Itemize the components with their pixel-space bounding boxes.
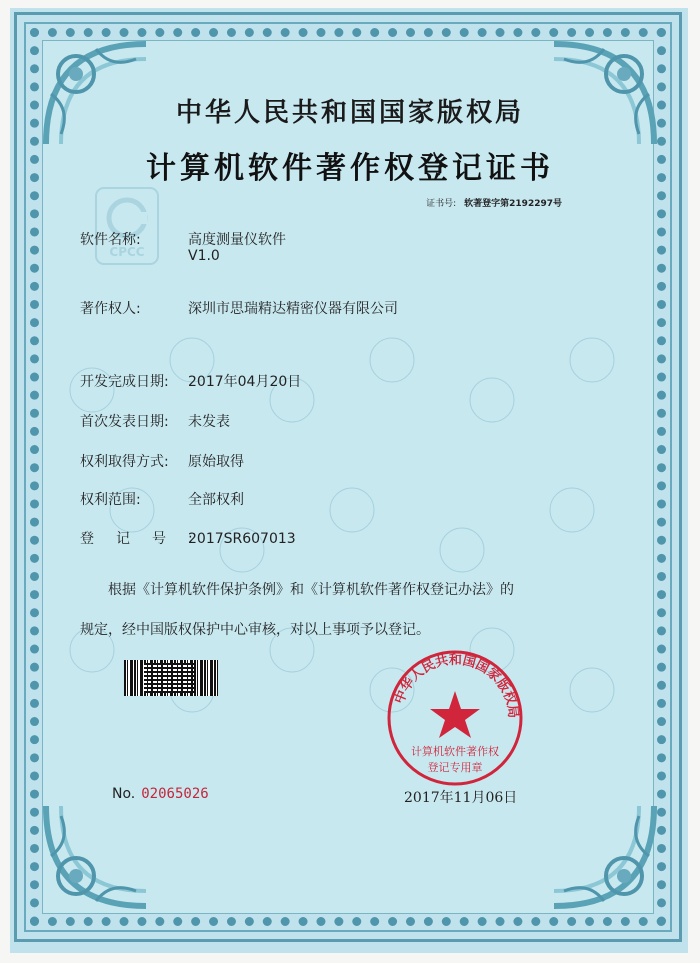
field-software-version	[188, 248, 220, 264]
field-value: 全部权利	[188, 492, 244, 508]
seal-line-1: 计算机软件著作权	[411, 745, 499, 758]
field-label: 首次发表日期:	[80, 414, 169, 430]
issue-date: 2017年11月06日	[404, 790, 518, 806]
corner-ornament-bottom-right	[544, 796, 664, 916]
field-value: 原始取得	[188, 454, 244, 470]
certificate-number-label: 证书号:	[426, 199, 457, 209]
seal-star-icon	[430, 691, 480, 738]
seal-ring-text: 中华人民共和国国家版权局	[392, 652, 521, 719]
field-completion-date	[80, 371, 301, 391]
serial-value: 02065026	[141, 786, 209, 802]
serial-number	[112, 786, 209, 802]
official-seal	[384, 647, 526, 789]
field-value: 未发表	[188, 414, 230, 430]
background-watermark-pattern	[42, 330, 654, 770]
serial-label: No.	[112, 786, 136, 802]
seal-line-2: 登记专用章	[427, 761, 483, 774]
corner-ornament-bottom-left	[36, 796, 156, 916]
certificate-number	[426, 196, 562, 209]
field-value: 深圳市思瑞精达精密仪器有限公司	[188, 301, 398, 317]
watermark-text: CPCC	[109, 245, 145, 259]
field-first-publication	[80, 411, 230, 431]
field-registration-number	[80, 528, 296, 548]
statement-line-1: 根据《计算机软件保护条例》和《计算机软件著作权登记办法》的	[108, 582, 514, 598]
qr-code	[144, 663, 194, 693]
cpcc-watermark-logo	[92, 186, 162, 266]
field-copyright-owner	[80, 298, 398, 318]
field-label: 登记号:	[80, 531, 215, 547]
certificate-title: 计算机软件著作权登记证书	[146, 151, 554, 186]
field-value: 2017SR607013	[188, 531, 296, 547]
field-label: 权利范围:	[80, 492, 141, 508]
field-acquisition-method	[80, 451, 244, 471]
field-software-name	[80, 229, 286, 249]
statement-line-2: 规定，经中国版权保护中心审核，对以上事项予以登记。	[80, 622, 430, 638]
field-label: 权利取得方式:	[80, 454, 169, 470]
field-value: 2017年04月20日	[188, 374, 302, 390]
field-label: 著作权人:	[80, 301, 141, 317]
field-value: 高度测量仪软件	[188, 232, 286, 248]
issuing-authority: 中华人民共和国国家版权局	[175, 98, 524, 128]
field-value-version: V1.0	[188, 248, 220, 264]
field-label: 软件名称:	[80, 232, 141, 248]
field-rights-scope	[80, 489, 244, 509]
field-label: 开发完成日期:	[80, 374, 169, 390]
certificate-number-value: 软著登字第2192297号	[464, 199, 562, 209]
